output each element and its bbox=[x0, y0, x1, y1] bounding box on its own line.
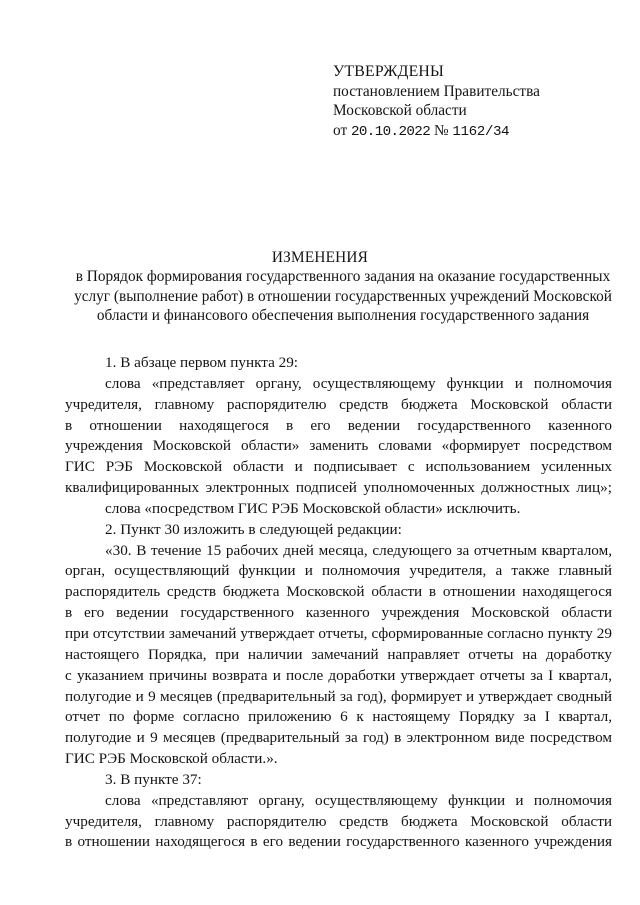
approval-date-prefix: от bbox=[333, 121, 348, 139]
body-line: 2. Пункт 30 изложить в следующей редакции: bbox=[105, 520, 402, 538]
body-line: в отношении находящегося в его ведении государственного казенного bbox=[65, 416, 612, 434]
approval-date-line bbox=[333, 121, 623, 143]
approval-line-2: Московской области bbox=[333, 102, 467, 120]
body-line: 1. В абзаце первом пункта 29: bbox=[105, 354, 299, 371]
subtitle-line: в Порядок формирования государственного задания на оказание государственных bbox=[75, 268, 611, 285]
body-line: слова «посредством ГИС РЭБ Московской области» исключить. bbox=[105, 499, 521, 517]
body-line: в его ведении государственного казенного учреждения Московской области bbox=[65, 604, 612, 622]
document-body bbox=[65, 353, 612, 853]
approval-number: 1162/34 bbox=[452, 123, 510, 140]
body-line: ГИС РЭБ Московской области.». bbox=[65, 750, 278, 768]
body-line: учреждения Московской области» заменить словами «формирует посредством bbox=[65, 437, 612, 455]
body-line: полугодие и 9 месяцев (предварительный за год) в электронном виде посредством bbox=[65, 729, 612, 747]
approval-block bbox=[333, 62, 623, 142]
body-line: учредителя, главному распорядителю средств бюджета Московской области bbox=[65, 395, 612, 413]
body-line: при отсутствии замечаний утверждает отчеты, сформированные согласно пункту 29 bbox=[65, 624, 612, 642]
approval-number-prefix: № bbox=[433, 121, 449, 139]
document-title: ИЗМЕНЕНИЯ bbox=[271, 249, 369, 266]
body-line: учредителя, главному распорядителю средств бюджета Московской области bbox=[65, 812, 612, 830]
approval-date: 20.10.2022 bbox=[350, 123, 431, 140]
body-line: ГИС РЭБ Московской области и подписывает с использованием усиленных bbox=[65, 458, 612, 476]
body-line: в отношении находящегося в его ведении государственного казенного учреждения bbox=[65, 833, 612, 851]
subtitle-line: области и финансового обеспечения выполнения государственного задания bbox=[96, 307, 590, 325]
body-line: распорядитель средств бюджета Московской области в отношении находящегося bbox=[65, 583, 612, 601]
approval-heading: УТВЕРЖДЕНЫ bbox=[333, 63, 445, 80]
body-line: слова «представляет органу, осуществляющему функции и полномочия bbox=[105, 374, 612, 392]
body-line: отчет по форме согласно приложению 6 к настоящему Порядку за I квартал, bbox=[65, 708, 612, 726]
body-line: 3. В пункте 37: bbox=[105, 770, 202, 788]
approval-line-1: постановлением Правительства bbox=[333, 82, 540, 100]
body-line: с указанием причины возврата и после доработки утверждает отчеты за I квартал, bbox=[65, 666, 612, 684]
body-line: слова «представляют органу, осуществляющему функции и полномочия bbox=[105, 791, 612, 809]
body-line: полугодие и 9 месяцев (предварительный за год), формирует и утверждает сводный bbox=[65, 687, 612, 705]
body-line: орган, осуществляющий функции и полномочия учредителя, а также главный bbox=[65, 562, 612, 580]
body-line: «30. В течение 15 рабочих дней месяца, следующего за отчетным кварталом, bbox=[105, 541, 612, 559]
document-subtitle bbox=[60, 267, 626, 326]
body-line: квалифицированных электронных подписей уполномоченных должностных лиц»; bbox=[65, 479, 612, 497]
subtitle-line: услуг (выполнение работ) в отношении государственных учреждений Московской bbox=[74, 287, 612, 305]
body-line: настоящего Порядка, при наличии замечаний направляет отчеты на доработку bbox=[65, 645, 612, 663]
